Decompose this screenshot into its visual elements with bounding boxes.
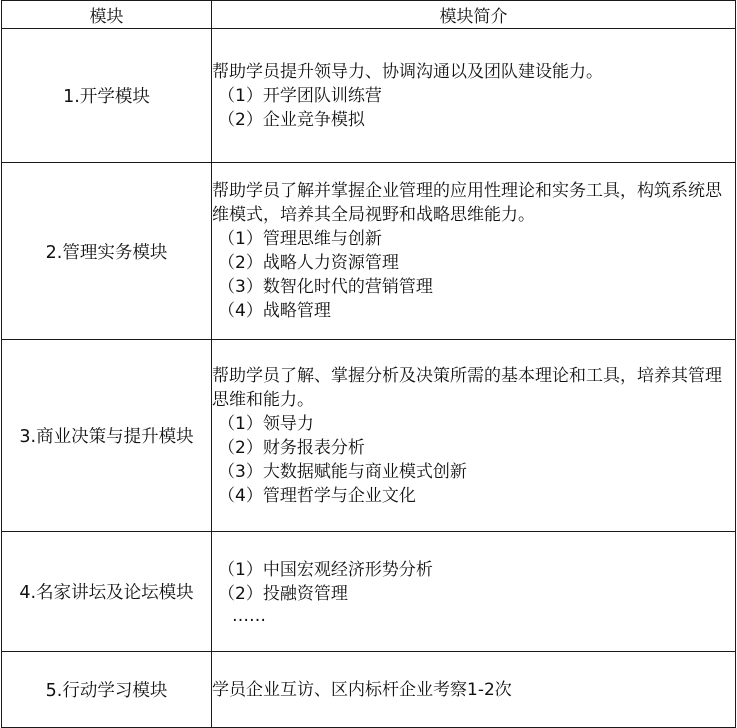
module-intro: 学员企业互访、区内标杆企业考察1-2次 — [212, 679, 512, 700]
module-item: （4）管理哲学与企业文化 — [218, 485, 416, 506]
header-module-intro: 模块简介 — [212, 1, 736, 29]
module-item: （3）大数据赋能与商业模式创新 — [218, 461, 467, 482]
module-intro: 帮助学员了解并掌握企业管理的应用性理论和实务工具，构筑系统思维模式，培养其全局视野和战略思维能力。 — [212, 181, 722, 225]
module-item: （4）战略管理 — [218, 301, 331, 321]
module-item: （2）企业竞争模拟 — [218, 109, 365, 130]
module-intro: 帮助学员了解、掌握分析及决策所需的基本理论和工具，培养其管理思维和能力。 — [212, 365, 722, 410]
module-description — [212, 652, 736, 728]
module-name: 4.名家讲坛及论坛模块 — [2, 532, 212, 652]
table-row — [2, 163, 736, 340]
module-item: （1）领导力 — [218, 413, 314, 434]
module-intro: 帮助学员提升领导力、协调沟通以及团队建设能力。 — [212, 61, 603, 82]
table-row — [2, 532, 736, 652]
table-row — [2, 652, 736, 728]
module-name: 2.管理实务模块 — [2, 163, 212, 340]
module-item: （1）开学团队训练营 — [218, 85, 382, 106]
module-item: （2）战略人力资源管理 — [218, 253, 399, 273]
module-name: 1.开学模块 — [2, 29, 212, 163]
table-row — [2, 29, 736, 163]
module-item: （3）数智化时代的营销管理 — [218, 277, 433, 297]
module-name: 5.行动学习模块 — [2, 652, 212, 728]
header-module: 模块 — [2, 1, 212, 29]
module-description — [212, 532, 736, 652]
module-item: （2）投融资管理 — [218, 583, 348, 604]
table-row — [2, 340, 736, 532]
module-ellipsis: …… — [232, 605, 266, 626]
module-item: （1）管理思维与创新 — [218, 229, 382, 249]
module-item: （1）中国宏观经济形势分析 — [218, 559, 433, 580]
module-name: 3.商业决策与提升模块 — [2, 340, 212, 532]
module-item: （2）财务报表分析 — [218, 437, 365, 458]
module-description — [212, 340, 736, 532]
module-description — [212, 29, 736, 163]
header-row — [2, 1, 736, 29]
modules-table — [1, 0, 736, 728]
module-description — [212, 163, 736, 340]
